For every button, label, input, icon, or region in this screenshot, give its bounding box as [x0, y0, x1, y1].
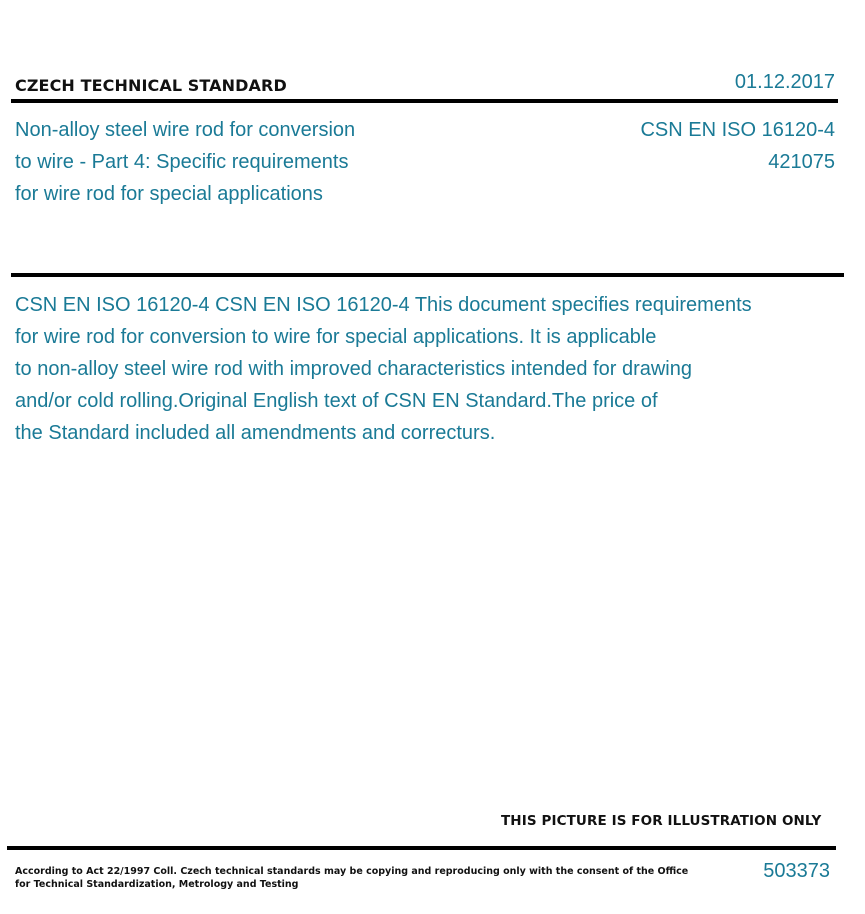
publication-date: 01.12.2017	[734, 71, 835, 93]
abstract-line: CSN EN ISO 16120-4 CSN EN ISO 16120-4 This document specifies requirements	[15, 294, 752, 316]
class-number: 421075	[768, 151, 835, 173]
legal-line: According to Act 22/1997 Coll. Czech technical standards may be copying and reproducing only with the consent of the Office	[15, 866, 689, 877]
middle-divider	[11, 273, 844, 277]
title-line: for wire rod for special applications	[15, 183, 323, 205]
abstract-text	[15, 289, 845, 449]
title-line: Non-alloy steel wire rod for conversion	[15, 119, 356, 141]
abstract-line: for wire rod for conversion to wire for special applications. It is applicable	[15, 326, 657, 348]
abstract-line: the Standard included all amendments and correcturs.	[15, 422, 496, 444]
bottom-divider	[7, 846, 836, 850]
top-divider	[11, 99, 838, 103]
legal-line: for Technical Standardization, Metrology and Testing	[15, 879, 299, 890]
standard-type-heading: CZECH TECHNICAL STANDARD	[15, 76, 287, 95]
abstract-line: and/or cold rolling.Original English text of CSN EN Standard.The price of	[15, 390, 658, 412]
abstract-line: to non-alloy steel wire rod with improved characteristics intended for drawing	[15, 358, 692, 380]
legal-notice	[15, 865, 689, 891]
illustration-note: THIS PICTURE IS FOR ILLUSTRATION ONLY	[501, 813, 822, 829]
standard-identifiers	[640, 114, 835, 178]
standard-code: CSN EN ISO 16120-4	[640, 119, 835, 141]
standard-title	[15, 114, 435, 210]
catalog-number: 503373	[763, 860, 830, 882]
title-line: to wire - Part 4: Specific requirements	[15, 151, 349, 173]
